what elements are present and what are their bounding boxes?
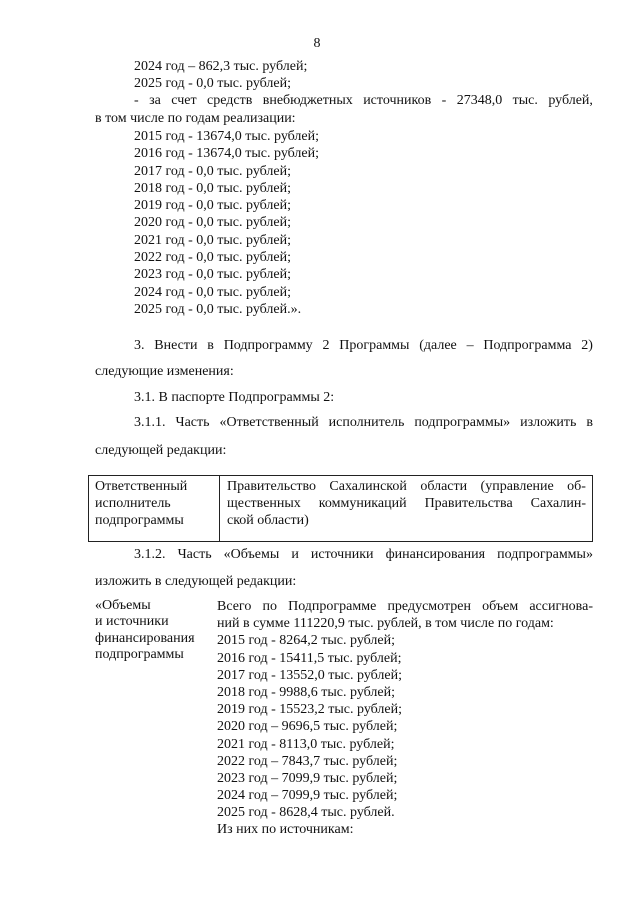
list-item: 2025 год - 0,0 тыс. рублей.». <box>134 301 302 317</box>
offbudget-line-1: - за счет средств внебюджетных источников - 27348,0 тыс. рублей, <box>134 93 593 108</box>
table-value-line-1: Правительство Сахалинской области (управление об- <box>227 479 586 494</box>
list-item: 2022 год - 0,0 тыс. рублей; <box>134 250 292 266</box>
table-label-line: исполнитель <box>95 496 171 511</box>
table-label-line: подпрограммы <box>95 513 184 528</box>
funding-label-line: финансирования <box>95 630 195 646</box>
list-item: 2025 год - 0,0 тыс. рублей; <box>134 76 292 92</box>
funding-value <box>217 598 593 839</box>
list-item: 2024 год – 7099,9 тыс. рублей; <box>217 788 398 804</box>
list-item: 2021 год - 0,0 тыс. рублей; <box>134 232 292 248</box>
funding-value-line-2: ний в сумме 111220,9 тыс. рублей, в том числе по годам: <box>217 616 554 632</box>
list-item: 2024 год – 862,3 тыс. рублей; <box>134 59 308 74</box>
item-3-line-2: следующие изменения: <box>95 364 234 379</box>
list-item: 2024 год - 0,0 тыс. рублей; <box>134 284 292 300</box>
funding-list-offbudget <box>134 128 319 318</box>
page-number: 8 <box>313 36 321 51</box>
list-item: 2017 год - 0,0 тыс. рублей; <box>134 163 292 179</box>
funding-label-line: подпрограммы <box>95 647 184 663</box>
funding-label-line: и источники <box>95 614 169 630</box>
list-item: 2018 год - 9988,6 тыс. рублей; <box>217 684 396 700</box>
list-item: 2017 год - 13552,0 тыс. рублей; <box>217 667 403 683</box>
list-item: 2015 год - 8264,2 тыс. рублей; <box>217 633 396 649</box>
item-3-1-1-line-1: 3.1.1. Часть «Ответственный исполнитель подпрограммы» изложить в <box>134 415 593 430</box>
list-item: 2016 год - 13674,0 тыс. рублей; <box>134 146 320 162</box>
table-value-line-2: щественных коммуникаций Правительства Сахалин- <box>227 496 586 511</box>
responsible-executor-table <box>88 475 593 542</box>
list-item: 2025 год - 8628,4 тыс. рублей. <box>217 805 395 821</box>
list-item: 2020 год – 9696,5 тыс. рублей; <box>217 719 398 735</box>
list-item: 2019 год - 0,0 тыс. рублей; <box>134 198 292 214</box>
list-item: 2016 год - 15411,5 тыс. рублей; <box>217 650 402 666</box>
funding-label-line: «Объемы <box>95 598 151 613</box>
item-3-1-2-line-1: 3.1.2. Часть «Объемы и источники финансирования подпрограммы» <box>134 547 593 562</box>
funding-closing: Из них по источникам: <box>217 822 354 838</box>
item-3-1-2-line-2: изложить в следующей редакции: <box>95 574 297 589</box>
list-item: 2018 год - 0,0 тыс. рублей; <box>134 180 292 196</box>
list-item: 2022 год – 7843,7 тыс. рублей; <box>217 753 398 769</box>
item-3-1-1-line-2: следующей редакции: <box>95 443 227 458</box>
item-3-1: 3.1. В паспорте Подпрограммы 2: <box>134 390 335 405</box>
list-item: 2021 год - 8113,0 тыс. рублей; <box>217 736 395 752</box>
table-label-line: Ответственный <box>95 479 188 494</box>
funding-value-line-1: Всего по Подпрограмме предусмотрен объем ассигнова- <box>217 599 593 614</box>
list-item: 2023 год – 7099,9 тыс. рублей; <box>217 770 398 786</box>
list-item: 2015 год - 13674,0 тыс. рублей; <box>134 129 320 144</box>
item-3-line-1: 3. Внести в Подпрограмму 2 Программы (далее – Подпрограмма 2) <box>134 338 593 353</box>
list-item: 2020 год - 0,0 тыс. рублей; <box>134 215 292 231</box>
table-divider <box>219 476 220 541</box>
list-item: 2019 год - 15523,2 тыс. рублей; <box>217 702 403 718</box>
list-item: 2023 год - 0,0 тыс. рублей; <box>134 267 292 283</box>
offbudget-line-2: в том числе по годам реализации: <box>95 111 296 126</box>
funding-label <box>95 598 195 664</box>
funding-list-top <box>134 58 307 93</box>
table-value-line-3: ской области) <box>227 513 309 528</box>
